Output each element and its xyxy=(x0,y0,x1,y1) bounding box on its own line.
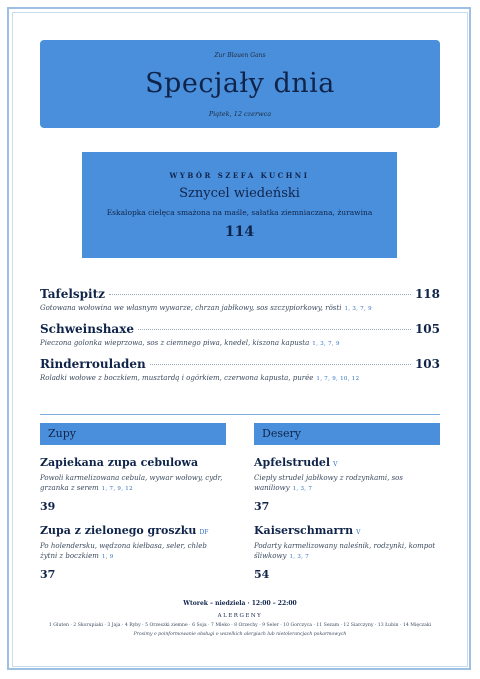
dish-title: Kaiserschmarrn xyxy=(254,524,354,537)
dish-price: 39 xyxy=(40,500,56,513)
dish-allergens: 1, 3, 7 xyxy=(289,554,310,560)
opening-hours: Wtorek – niedziela · 12:00 – 22:00 xyxy=(183,600,297,607)
dish-description: Po holendersku, wędzona kiełbasa, seler, chleb żytni z boczkiem xyxy=(40,542,207,560)
chef-special-label: WYBÓR SZEFA KUCHNI xyxy=(169,171,310,180)
dish-price: 37 xyxy=(40,568,56,581)
dish-title: Tafelspitz xyxy=(40,287,105,301)
dot-leader xyxy=(138,329,411,330)
dessert-item xyxy=(254,519,440,581)
dish-tag: V xyxy=(356,529,361,536)
dish-allergens: 1, 7, 9, 10, 12 xyxy=(316,376,360,382)
dish-tag: V xyxy=(333,461,338,468)
main-dish-item xyxy=(40,357,440,382)
dish-price: 103 xyxy=(414,357,440,371)
chef-special-description: Eskalopka cielęca smażona na maśle, sałatka ziemniaczana, żurawina xyxy=(106,208,373,217)
soup-item xyxy=(40,451,226,513)
dish-title: Zupa z zielonego groszku xyxy=(40,524,197,537)
restaurant-name: Zur Blauen Gans xyxy=(214,52,266,59)
dish-title: Rinderrouladen xyxy=(40,357,146,371)
dish-description: Ciepły strudel jabłkowy z rodzynkami, sos waniliowy xyxy=(254,474,403,492)
dish-title: Zapiekana zupa cebulowa xyxy=(40,456,199,469)
menu-header xyxy=(40,40,440,128)
dish-allergens: 1, 3, 7, 9 xyxy=(312,341,340,347)
allergy-note: Prosimy o poinformowanie obsługi o wszelkich alergiach lub nietolerancjach pokarmowych xyxy=(133,632,347,637)
chef-special-card xyxy=(82,152,397,258)
dessert-item xyxy=(254,451,440,513)
dish-allergens: 1, 7, 9, 12 xyxy=(101,486,133,492)
menu-footer xyxy=(40,600,440,637)
dish-title: Apfelstrudel xyxy=(254,456,331,469)
dish-description: Podarty karmelizowany naleśnik, rodzynki, kompot śliwkowy xyxy=(254,542,436,560)
dot-leader xyxy=(109,294,411,295)
dish-description: Gotowana wołowina we własnym wywarze, chrzan jabłkowy, sos szczypiorkowy, rösti xyxy=(40,304,342,312)
soups-heading: Zupy xyxy=(40,423,226,445)
desserts-heading: Desery xyxy=(254,423,440,445)
dish-allergens: 1, 3, 7, 9 xyxy=(344,306,372,312)
soup-item xyxy=(40,519,226,581)
menu-date: Piątek, 12 czerwca xyxy=(208,110,272,118)
dish-price: 118 xyxy=(414,287,440,301)
chef-special-name: Sznycel wiedeński xyxy=(179,186,300,201)
main-dish-item xyxy=(40,322,440,347)
dish-price: 54 xyxy=(254,568,270,581)
dot-leader xyxy=(150,364,411,365)
soups-section xyxy=(40,423,226,581)
dish-description: Powoli karmelizowana cebula, wywar wołowy, cydr, grzanka z serem xyxy=(40,474,223,492)
dish-allergens: 1, 3, 7 xyxy=(292,486,313,492)
allergens-list: 1 Gluten · 2 Skorupiaki · 3 Jaja · 4 Ryby · 5 Orzeszki ziemne · 6 Soja · 7 Mleko · 8 Orzechy · 9 Seler · 10 Gorczyca · 11 Sezam · 12 Siarczyny · 13 Łubin · 14 Mięczaki xyxy=(48,623,432,628)
dish-description: Roladki wołowe z boczkiem, musztardą i ogórkiem, czerwona kapusta, purée xyxy=(40,374,314,382)
dish-price: 105 xyxy=(414,322,440,336)
page-title: Specjały dnia xyxy=(145,68,335,99)
section-divider xyxy=(40,414,440,415)
dish-tag: DF xyxy=(199,529,209,536)
dish-allergens: 1, 9 xyxy=(101,554,114,560)
allergens-title: ALERGENY xyxy=(217,613,263,619)
chef-special-price: 114 xyxy=(224,224,255,240)
dish-title: Schweinshaxe xyxy=(40,322,134,336)
dish-description: Pieczona golonka wieprzowa, sos z ciemnego piwa, knedel, kiszona kapusta xyxy=(40,339,310,347)
main-dish-item xyxy=(40,287,440,312)
desserts-section xyxy=(254,423,440,581)
dish-price: 37 xyxy=(254,500,270,513)
